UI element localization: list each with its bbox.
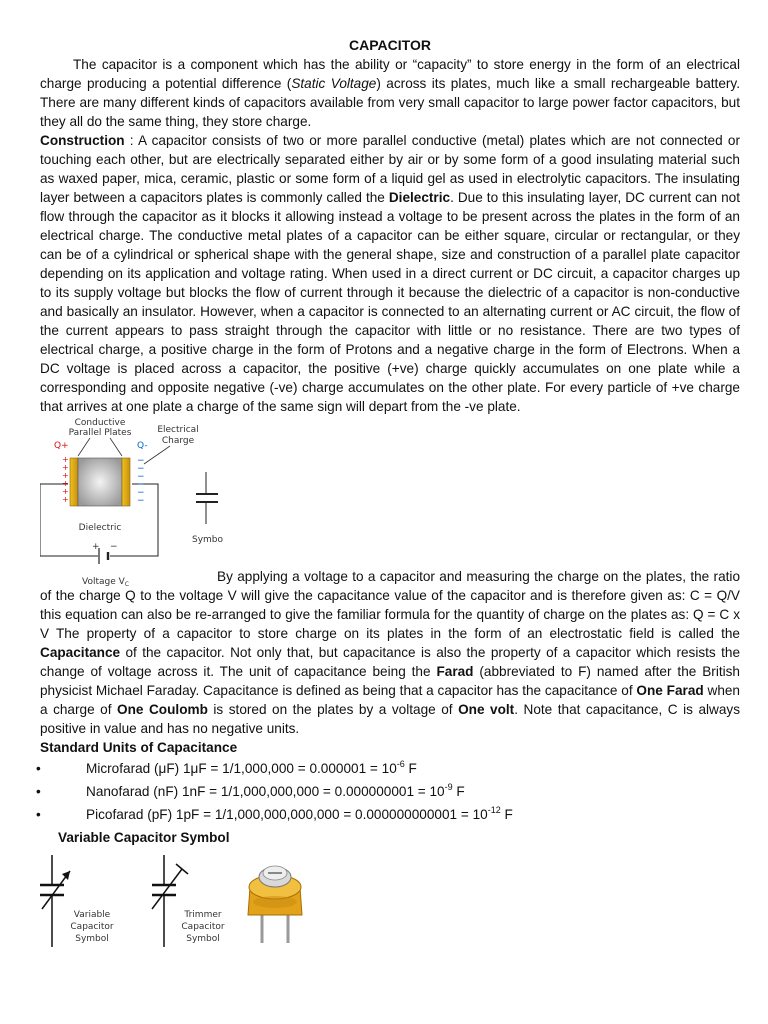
dielectric-label: Dielectric xyxy=(78,523,122,533)
variable-capacitor-symbol xyxy=(40,855,70,947)
dielectric-term: Dielectric xyxy=(388,190,451,205)
one-coulomb-term: One Coulomb xyxy=(117,702,208,717)
capacitance-term: Capacitance xyxy=(40,645,121,660)
page-title: CAPACITOR xyxy=(349,37,431,53)
trimmer-capacitor-symbol xyxy=(152,855,188,947)
minus-charges xyxy=(137,456,145,506)
unit-text: Microfarad (μF) 1μF = 1/1,000,000 = 0.000001 = 10 xyxy=(86,761,397,776)
q-plus-label: Q+ xyxy=(54,441,69,451)
pointer-right xyxy=(110,438,122,456)
left-plate xyxy=(70,458,78,506)
voltage-label: Voltage $V_C$ xyxy=(82,577,129,588)
capacitance-text-4: when a charge of xyxy=(40,683,740,717)
var-label-2: Capacitor xyxy=(70,922,114,932)
construction-text-2: . Due to this insulating layer, DC current can not flow through the capacitor as it blocks it allowing instead a voltage to be present across the plates in the form of an electrical charge. The conductive metal plates of a capacitor can be either square, circular or rectangular, or they can be of a cylindrical or spherical shape with the general shape, size and construction of a parallel plate capacitor depending on its application and voltage rating. When used in a direct current or DC circuit, a capacitor charges up to its supply voltage but blocks the flow of current through it because the dielectric of a capacitor is non-conductive and basically an insulator. However, when a capacitor is connected to an alternating current or AC circuit, the flow of the current appears to pass straight through the capacitor with little or no resistance. There are two types of electrical charge, a positive charge in the form of Protons and a negative charge in the form of Electrons. When a DC voltage is placed across a capacitor, the positive (+ve) charge quickly accumulates on one plate while a corresponding and opposite negative (-ve) charge accumulates on the other plate. For every particle of +ve charge that arrives at one plate a charge of the same sign will depart from the -ve plate. xyxy=(40,190,740,414)
svg-text:+: + xyxy=(62,471,69,480)
electrical-label-2: Charge xyxy=(161,436,195,446)
capacitance-text-6: . Note that capacitance, C is always positive in value and has no negative units. xyxy=(40,702,740,736)
variable-heading: Variable Capacitor Symbol xyxy=(58,830,230,845)
svg-text:+: + xyxy=(62,495,69,504)
svg-text:−: − xyxy=(137,496,145,506)
unit-exponent: -9 xyxy=(444,782,453,792)
q-minus-label: Q- xyxy=(137,441,148,451)
capacitance-text-1: By applying a voltage to a capacitor and measuring the charge on the plates, the ratio of the charge Q to the voltage V will give the capacitance value of the capacitor and is therefore given as: C = Q/V this equation can also be re-arranged to give the familiar formula for the quantity of charge on the plates as: Q = C x V The property of a capacitor to store charge on its plates in the form of an electrostatic field is called the xyxy=(40,569,740,641)
svg-text:−: − xyxy=(137,488,145,498)
construction-text-1: : A capacitor consists of two or more parallel conductive (metal) plates which are not connected or touching each other, but are electrically separated either by air or by some form of a good insulating material such as waxed paper, mica, ceramic, plastic or some form of a liquid gel as used in electrolytic capacitors. The insulating layer between a capacitors plates is commonly called the xyxy=(40,133,740,205)
variable-symbols xyxy=(40,847,340,957)
bullet: • xyxy=(36,807,41,822)
unit-exponent: -6 xyxy=(396,759,405,769)
capacitor-figure xyxy=(40,416,740,586)
list-item xyxy=(36,757,740,780)
svg-text:−: − xyxy=(137,472,145,482)
bullet: • xyxy=(36,784,41,799)
construction-heading: Construction xyxy=(40,133,125,148)
dielectric-block xyxy=(78,458,122,506)
intro-paragraph xyxy=(40,55,740,131)
conductive-label-2: Parallel Plates xyxy=(68,428,132,438)
conductive-label-1: Conductive xyxy=(74,418,126,428)
svg-text:+: + xyxy=(62,479,69,488)
units-list xyxy=(36,757,740,826)
one-volt-term: One volt xyxy=(458,702,515,717)
svg-text:−: − xyxy=(137,480,145,490)
trim-label-1: Trimmer xyxy=(184,910,222,920)
intro-text-2: ) across its plates, much like a small rechargeable battery. There are many different kinds of capacitors available from very small capacitor to large power factor capacitors, but they all do the same thing, they store charge. xyxy=(40,76,740,129)
symbol-label: Symbo xyxy=(192,535,224,545)
svg-text:−: − xyxy=(137,456,145,466)
units-heading: Standard Units of Capacitance xyxy=(40,740,238,755)
one-farad-term: One Farad xyxy=(636,683,704,698)
unit-symbol: F xyxy=(404,761,417,776)
svg-text:+: + xyxy=(62,455,69,464)
capacitance-paragraph xyxy=(40,567,740,738)
unit-symbol: F xyxy=(452,784,465,799)
capacitance-text-5: is stored on the plates by a voltage of xyxy=(207,702,459,717)
document-page xyxy=(36,36,740,957)
right-plate xyxy=(122,458,130,506)
var-label-3: Symbol xyxy=(75,934,109,944)
svg-text:−: − xyxy=(137,464,145,474)
unit-symbol: F xyxy=(500,807,513,822)
battery-plus: + xyxy=(92,542,100,552)
variable-capacitor-figures xyxy=(40,847,740,957)
trim-label-2: Capacitor xyxy=(181,922,225,932)
capacitance-text-3: (abbreviated to F) named after the British physicist Michael Faraday. Capacitance is defined as being that a capacitor has the capacitance of xyxy=(40,664,740,698)
trimmer-capacitor-photo xyxy=(248,866,302,943)
parallel-plate-diagram xyxy=(40,416,240,591)
bullet: • xyxy=(36,761,41,776)
unit-text: Picofarad (pF) 1pF = 1/1,000,000,000,000 = 0.000000000001 = 10 xyxy=(86,807,488,822)
pointer-left xyxy=(78,438,90,456)
svg-text:+: + xyxy=(62,487,69,496)
electrical-label-1: Electrical xyxy=(157,425,199,435)
farad-term: Farad xyxy=(436,664,474,679)
construction-paragraph xyxy=(40,131,740,416)
intro-italic: Static Voltage xyxy=(291,76,377,91)
unit-exponent: -12 xyxy=(487,805,501,815)
battery-minus: − xyxy=(110,542,118,552)
svg-text:+: + xyxy=(62,463,69,472)
plus-charges xyxy=(62,455,69,504)
pointer-charge xyxy=(144,446,170,464)
list-item xyxy=(36,803,740,826)
capacitance-text-2: of the capacitor. Not only that, but capacitance is also the property of a capacitor which resists the change of voltage across it. The unit of capacitance being the xyxy=(40,645,740,679)
intro-text-1: The capacitor is a component which has the ability or “capacity” to store energy in the form of an electrical charge producing a potential difference ( xyxy=(40,57,740,91)
list-item xyxy=(36,780,740,803)
unit-text: Nanofarad (nF) 1nF = 1/1,000,000,000 = 0.000000001 = 10 xyxy=(86,784,445,799)
trim-label-3: Symbol xyxy=(186,934,220,944)
var-label-1: Variable xyxy=(73,910,111,920)
